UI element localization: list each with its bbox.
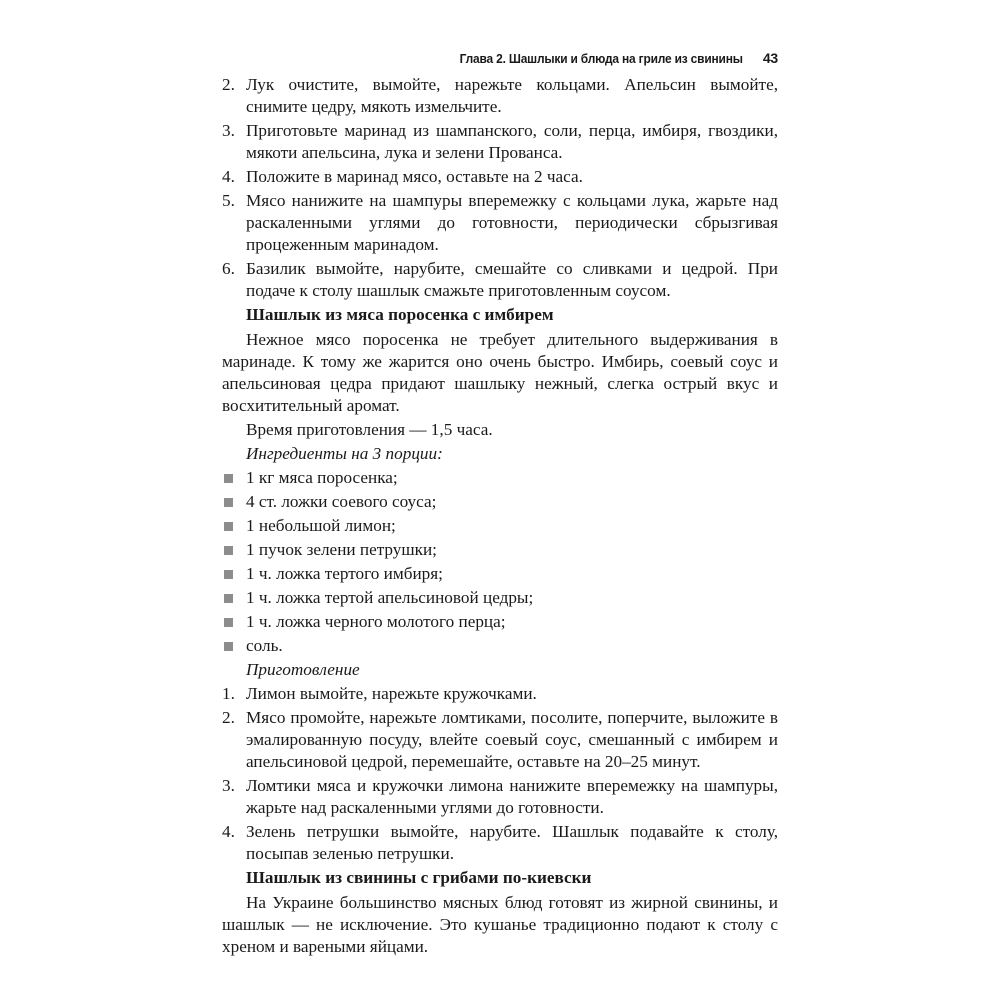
step-number: 2. bbox=[222, 75, 235, 94]
list-item bbox=[222, 166, 778, 188]
list-item bbox=[222, 611, 778, 633]
list-item bbox=[222, 539, 778, 561]
step-text: Лимон вымойте, нарежьте кружочками. bbox=[246, 684, 537, 703]
list-item bbox=[222, 120, 778, 164]
list-item bbox=[222, 563, 778, 585]
square-bullet-icon bbox=[224, 522, 233, 531]
square-bullet-icon bbox=[224, 642, 233, 651]
square-bullet-icon bbox=[224, 498, 233, 507]
step-number: 2. bbox=[222, 708, 235, 727]
step-number: 3. bbox=[222, 121, 235, 140]
ingredient-text: 1 ч. ложка тертой апельсиновой цедры; bbox=[246, 588, 534, 607]
ingredient-text: 1 ч. ложка тертого имбиря; bbox=[246, 564, 443, 583]
recipe-intro: На Украине большинство мясных блюд готовят из жирной свинины, и шашлык — не исключение. Это кушанье традиционно подают к столу с хреном и вареными яйцами. bbox=[222, 893, 778, 956]
step-text: Базилик вымойте, нарубите, смешайте со сливками и цедрой. При подаче к столу шашлык смажьте приготовленным соусом. bbox=[246, 259, 778, 300]
step-text: Мясо нанижите на шампуры вперемежку с кольцами лука, жарьте над раскаленными углями до готовности, периодически сбрызгивая процеженным маринадом. bbox=[246, 191, 778, 254]
list-item bbox=[222, 467, 778, 489]
step-number: 3. bbox=[222, 776, 235, 795]
step-text: Мясо промойте, нарежьте ломтиками, посолите, поперчите, выложите в эмалированную посуду, влейте соевый соус, смешанный с имбирем и апельсиновой цедрой, перемешайте, оставьте на 20–25 минут. bbox=[246, 708, 778, 771]
list-item bbox=[222, 635, 778, 657]
preparation-steps bbox=[222, 683, 778, 865]
steps-list-continued bbox=[222, 74, 778, 302]
list-item bbox=[222, 587, 778, 609]
step-text: Приготовьте маринад из шампанского, соли, перца, имбиря, гвоздики, мякоти апельсина, лука и зелени Прованса. bbox=[246, 121, 778, 162]
list-item bbox=[222, 775, 778, 819]
preparation-label: Приготовление bbox=[246, 660, 360, 679]
ingredient-text: 1 пучок зелени петрушки; bbox=[246, 540, 437, 559]
cooking-time: Время приготовления — 1,5 часа. bbox=[246, 420, 493, 439]
ingredient-text: 1 кг мяса поросенка; bbox=[246, 468, 398, 487]
page-content bbox=[222, 74, 778, 958]
page-number: 43 bbox=[762, 50, 778, 66]
step-number: 4. bbox=[222, 167, 235, 186]
square-bullet-icon bbox=[224, 618, 233, 627]
list-item bbox=[222, 190, 778, 256]
book-page bbox=[222, 50, 778, 960]
list-item bbox=[222, 707, 778, 773]
square-bullet-icon bbox=[224, 570, 233, 579]
recipe-intro: Нежное мясо поросенка не требует длительного выдерживания в маринаде. К тому же жарится оно очень быстро. Имбирь, соевый соус и апельсиновая цедра придают шашлыку нежный, слегка острый вкус и восхитительный аромат. bbox=[222, 330, 778, 415]
ingredient-text: 4 ст. ложки соевого соуса; bbox=[246, 492, 437, 511]
step-number: 5. bbox=[222, 191, 235, 210]
list-item bbox=[222, 491, 778, 513]
recipe-title: Шашлык из свинины с грибами по-киевски bbox=[246, 868, 592, 887]
ingredient-text: 1 ч. ложка черного молотого перца; bbox=[246, 612, 506, 631]
step-text: Ломтики мяса и кружочки лимона нанижите вперемежку на шампуры, жарьте над раскаленными углями до готовности. bbox=[246, 776, 778, 817]
list-item bbox=[222, 258, 778, 302]
step-number: 6. bbox=[222, 259, 235, 278]
list-item bbox=[222, 683, 778, 705]
ingredient-text: соль. bbox=[246, 636, 283, 655]
square-bullet-icon bbox=[224, 546, 233, 555]
ingredients-label: Ингредиенты на 3 порции: bbox=[246, 444, 443, 463]
chapter-title: Глава 2. Шашлыки и блюда на гриле из свинины bbox=[459, 51, 743, 66]
ingredient-text: 1 небольшой лимон; bbox=[246, 516, 396, 535]
square-bullet-icon bbox=[224, 474, 233, 483]
list-item bbox=[222, 74, 778, 118]
running-head bbox=[222, 50, 778, 74]
ingredients-list bbox=[222, 467, 778, 657]
step-text: Лук очистите, вымойте, нарежьте кольцами. Апельсин вымойте, снимите цедру, мякоть измельчите. bbox=[246, 75, 778, 116]
step-number: 1. bbox=[222, 684, 235, 703]
step-number: 4. bbox=[222, 822, 235, 841]
step-text: Положите в маринад мясо, оставьте на 2 часа. bbox=[246, 167, 583, 186]
recipe-title: Шашлык из мяса поросенка с имбирем bbox=[246, 305, 554, 324]
step-text: Зелень петрушки вымойте, нарубите. Шашлык подавайте к столу, посыпав зеленью петрушки. bbox=[246, 822, 778, 863]
square-bullet-icon bbox=[224, 594, 233, 603]
list-item bbox=[222, 821, 778, 865]
list-item bbox=[222, 515, 778, 537]
